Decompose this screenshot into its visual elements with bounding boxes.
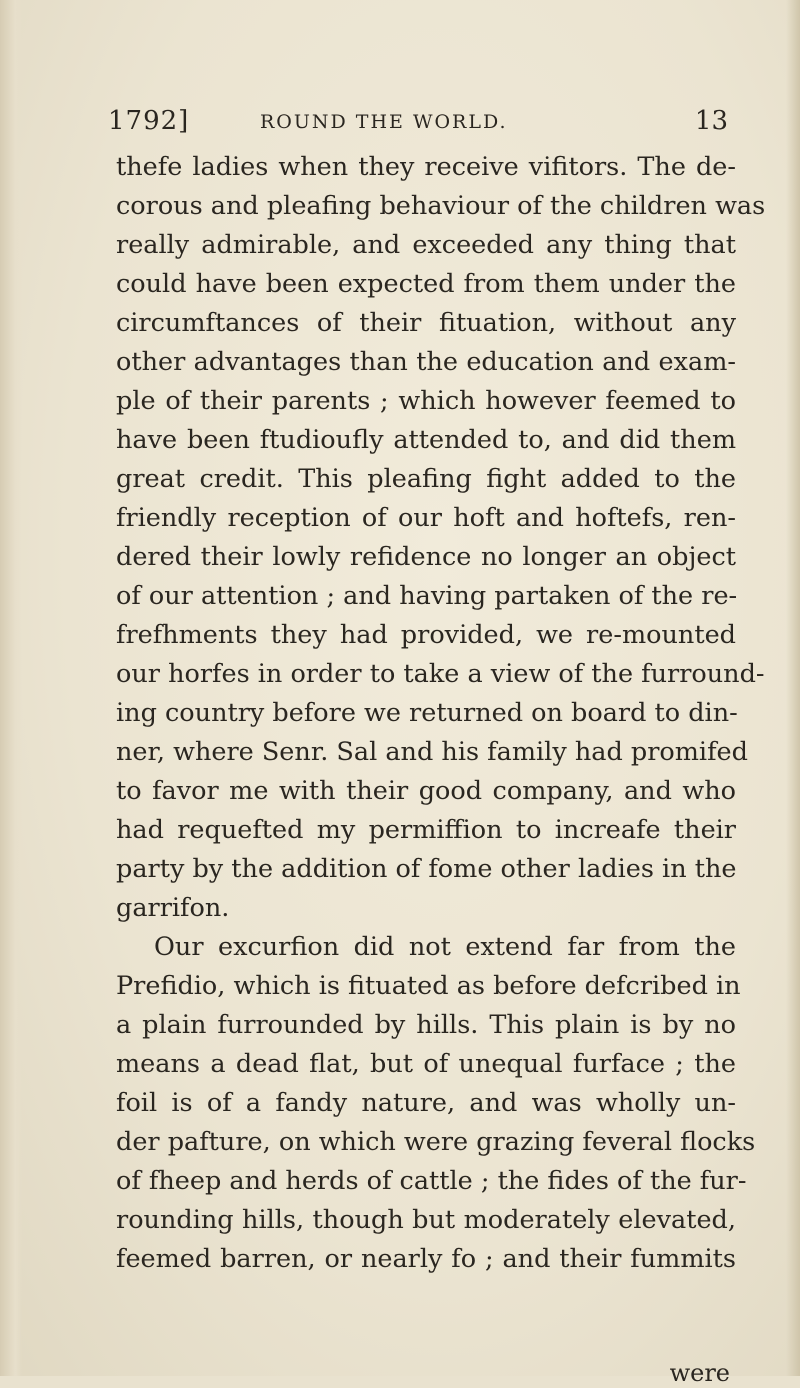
text-line: had requefted my permiffion to increafe their bbox=[116, 815, 736, 845]
text-line: Our excurfion did not extend far from the bbox=[154, 932, 736, 962]
text-line: party by the addition of fome other ladies in the bbox=[116, 854, 737, 884]
catchword: were bbox=[669, 1359, 730, 1387]
paragraph bbox=[116, 148, 766, 928]
text-line: der pafture, on which were grazing feveral flocks bbox=[116, 1127, 756, 1157]
running-header bbox=[108, 106, 728, 142]
text-line: other advantages than the education and exam- bbox=[116, 347, 736, 377]
text-line: feemed barren, or nearly fo ; and their fummits bbox=[116, 1244, 736, 1274]
text-line: Prefidio, which is fituated as before defcribed in bbox=[116, 971, 741, 1001]
text-line: garrifon. bbox=[116, 893, 230, 923]
text-line: of our attention ; and having partaken of the re- bbox=[116, 581, 738, 611]
body-text bbox=[116, 148, 766, 1279]
page-gutter-shadow bbox=[0, 0, 22, 1376]
text-line: ple of their parents ; which however feemed to bbox=[116, 386, 736, 416]
text-line: means a dead flat, but of unequal furface ; the bbox=[116, 1049, 736, 1079]
text-line: have been ftudioufly attended to, and did them bbox=[116, 425, 736, 455]
text-line: to favor me with their good company, and who bbox=[116, 776, 736, 806]
header-title: ROUND THE WORLD. bbox=[260, 111, 508, 133]
text-line: circumftances of their fituation, without any bbox=[116, 308, 736, 338]
page-number: 13 bbox=[694, 106, 728, 136]
text-line: foil is of a fandy nature, and was wholly un- bbox=[116, 1088, 736, 1118]
text-line: friendly reception of our hoft and hoftefs, ren- bbox=[116, 503, 736, 533]
text-line: rounding hills, though but moderately elevated, bbox=[116, 1205, 736, 1235]
text-line: of fheep and herds of cattle ; the fides of the fur- bbox=[116, 1166, 747, 1196]
paragraph bbox=[116, 928, 756, 1279]
text-line: great credit. This pleafing fight added to the bbox=[116, 464, 736, 494]
text-line: our horfes in order to take a view of the furround- bbox=[116, 659, 765, 689]
text-line: could have been expected from them under the bbox=[116, 269, 736, 299]
text-line: really admirable, and exceeded any thing that bbox=[116, 230, 736, 260]
text-line: dered their lowly refidence no longer an object bbox=[116, 542, 736, 572]
text-line: ner, where Senr. Sal and his family had promifed bbox=[116, 737, 748, 767]
text-line: ing country before we returned on board to din- bbox=[116, 698, 738, 728]
page-edge-shadow bbox=[786, 0, 800, 1376]
header-year: 1792] bbox=[108, 106, 190, 136]
text-line: thefe ladies when they receive vifitors. The de- bbox=[116, 152, 736, 182]
text-line: frefhments they had provided, we re-mounted bbox=[116, 620, 736, 650]
text-line: a plain furrounded by hills. This plain is by no bbox=[116, 1010, 736, 1040]
text-line: corous and pleafing behaviour of the children was bbox=[116, 191, 766, 221]
